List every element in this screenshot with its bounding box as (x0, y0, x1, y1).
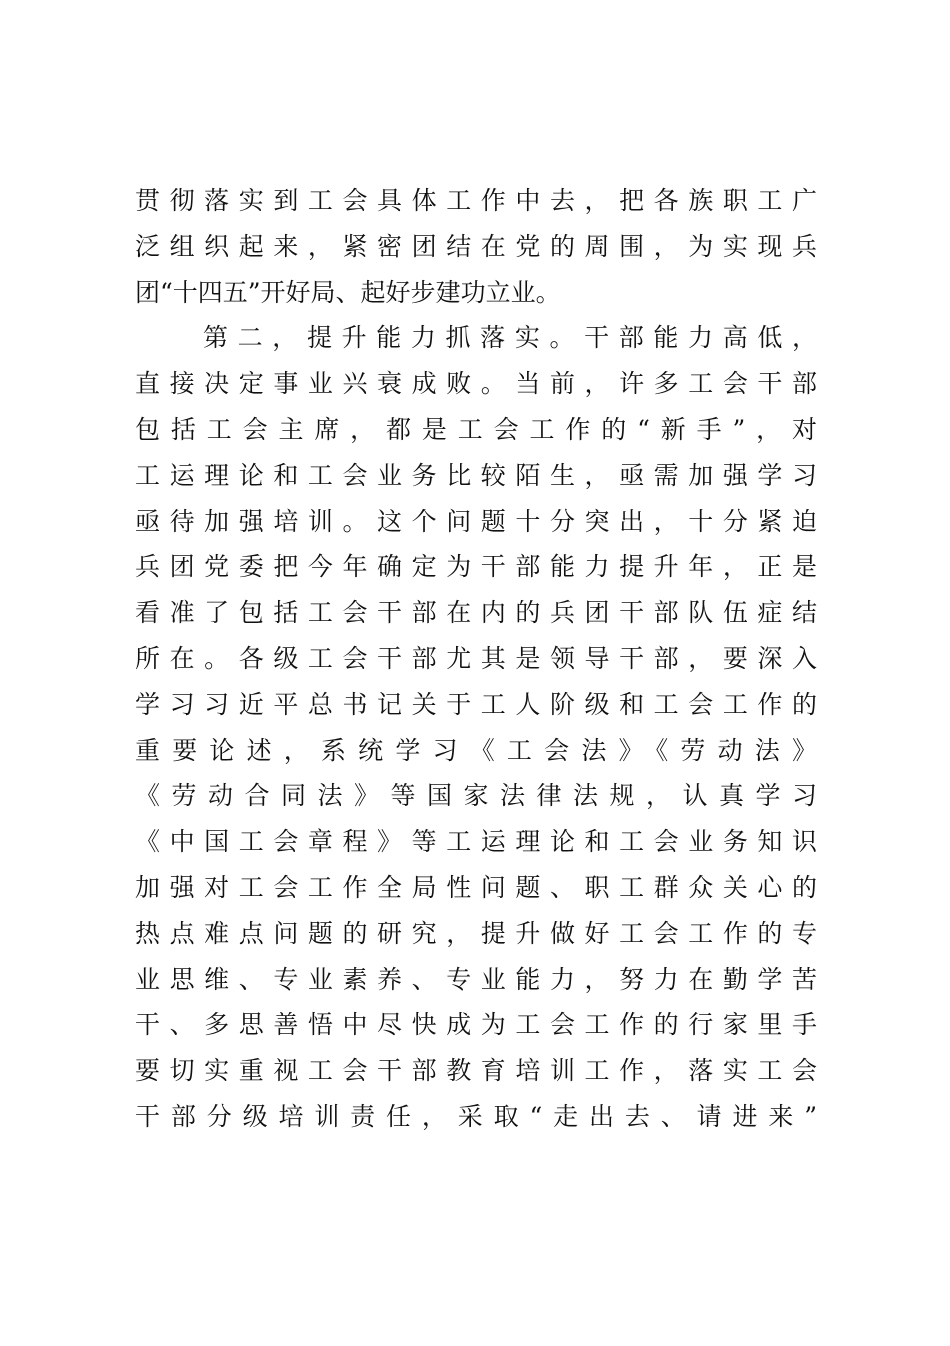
text-line: 看准了包括工会干部在内的兵团干部队伍症结 (135, 598, 817, 628)
text-line: 干部分级培训责任，采取“走出去、请进来” (135, 1101, 817, 1131)
text-line: 《中国工会章程》等工运理论和工会业务知识 (135, 827, 817, 857)
text-line: 《劳动合同法》等国家法律法规，认真学习 (135, 781, 817, 811)
body-text (135, 178, 817, 1140)
text-line: 工运理论和工会业务比较陌生，亟需加强学习 (135, 460, 817, 490)
text-line: 贯彻落实到工会具体工作中去，把各族职工广 (135, 186, 817, 215)
text-line: 重要论述，系统学习《工会法》《劳动法》 (135, 735, 817, 765)
text-line: 业思维、专业素养、专业能力，努力在勤学苦 (135, 964, 817, 994)
text-line: 热点难点问题的研究，提升做好工会工作的专 (135, 918, 817, 948)
text-line: 泛组织起来，紧密团结在党的周围，为实现兵 (135, 231, 817, 261)
text-line: 直接决定事业兴衰成败。当前，许多工会干部 (135, 369, 817, 399)
text-line: 要切实重视工会干部教育培训工作，落实工会 (135, 1056, 817, 1086)
text-line: 兵团党委把今年确定为干部能力提升年，正是 (135, 552, 817, 582)
paragraph-first-line: 第二，提升能力抓落实。干部能力高低， (203, 323, 817, 353)
text-line: 加强对工会工作全局性问题、职工群众关心的 (135, 872, 817, 902)
text-line: 亟待加强培训。这个问题十分突出，十分紧迫 (135, 506, 817, 536)
text-line: 所在。各级工会干部尤其是领导干部，要深入 (135, 643, 817, 673)
text-line: 团“十四五”开好局、起好步建功立业。 (135, 277, 561, 307)
text-line: 学习习近平总书记关于工人阶级和工会工作的 (135, 689, 817, 719)
text-line: 包括工会主席，都是工会工作的“新手”，对 (135, 414, 817, 444)
text-line: 干、多思善悟中尽快成为工会工作的行家里手 (135, 1010, 817, 1040)
